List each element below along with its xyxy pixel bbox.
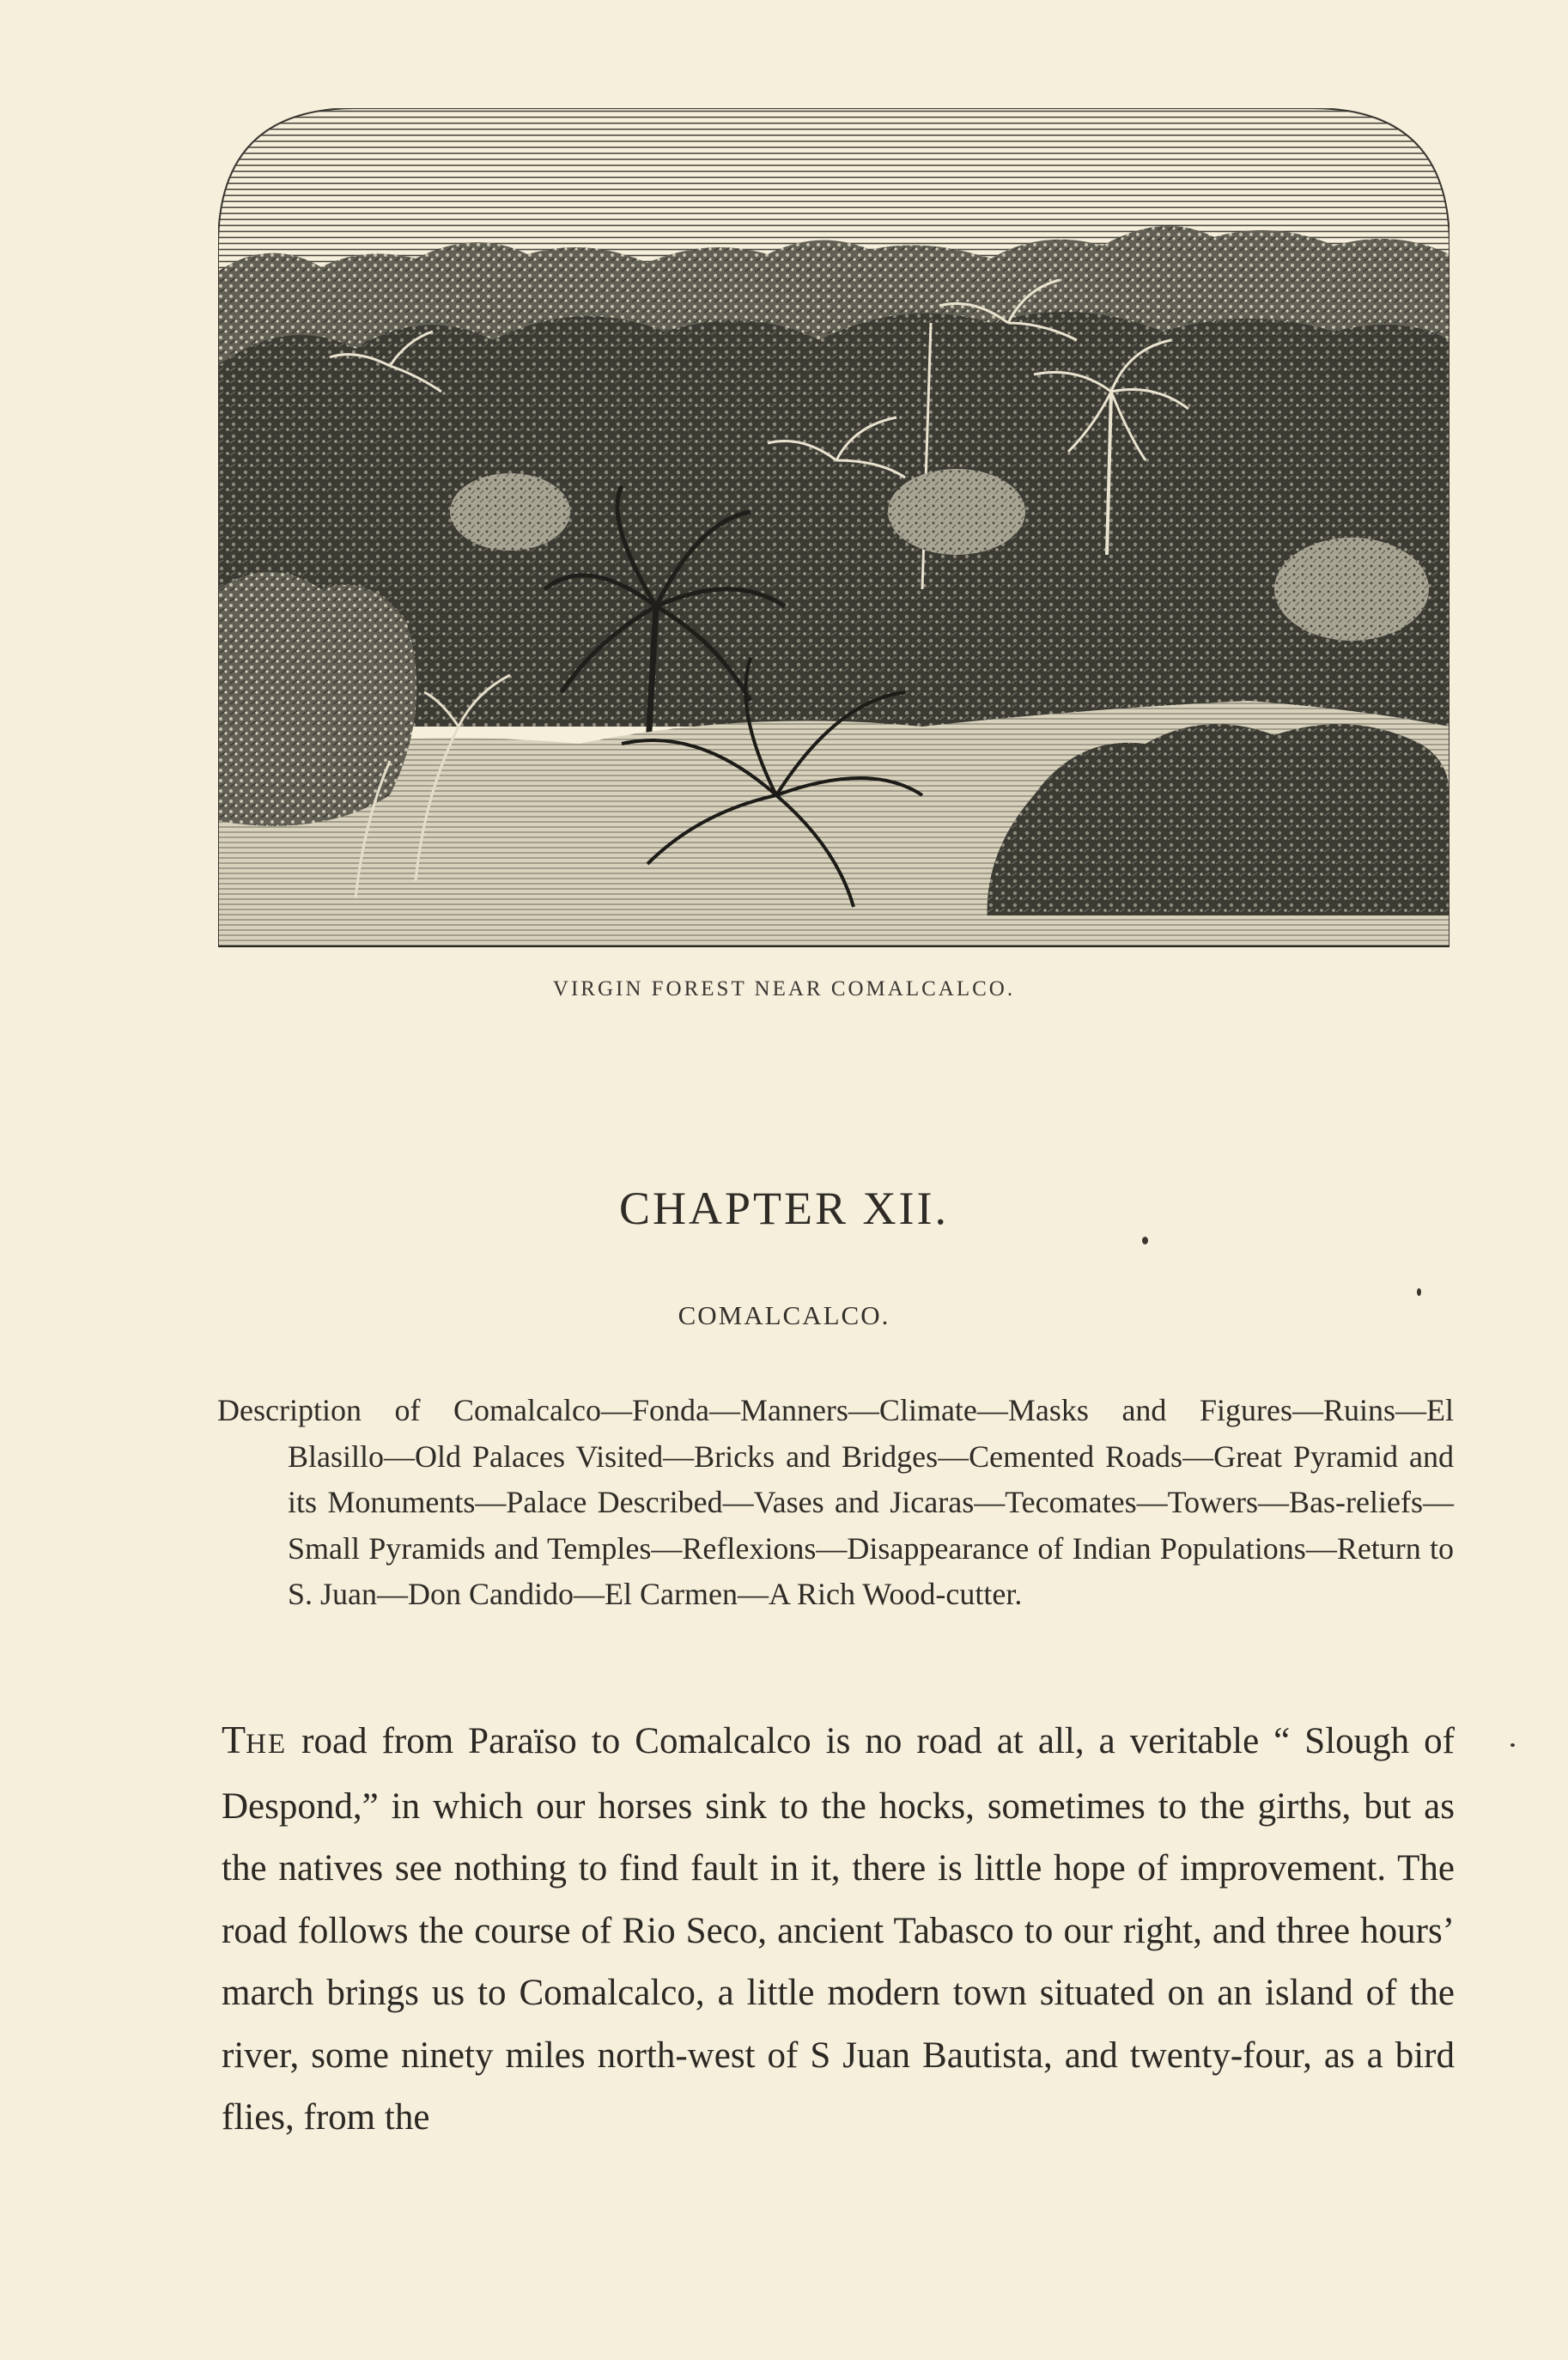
ink-speck	[1417, 1288, 1421, 1296]
ink-speck	[1510, 1743, 1515, 1747]
small-caps-opening: HE	[246, 1729, 288, 1760]
drop-cap: T	[222, 1718, 246, 1761]
ink-speck	[1142, 1237, 1148, 1244]
body-paragraph	[222, 1709, 1455, 2150]
forest-engraving	[218, 108, 1449, 947]
chapter-subtitle: COMALCALCO.	[678, 1300, 890, 1330]
chapter-synopsis: Description of Comalcalco—Fonda—Manners—Climate—Masks and Figures—Ruins—El Blasillo—Old Palaces Visited—Bricks and Bridges—Cemented Roads—Great Pyramid and its Monuments—Palace Described—Vases and Jicaras—Tecomates—Towers—Bas-reliefs—Small Pyramids and Temples—Reflexions—Disappearance of Indian Populations—Return to S. Juan—Don Candido—El Carmen—A Rich Wood-cutter.	[217, 1393, 1454, 1611]
illustration-caption: VIRGIN FOREST NEAR COMALCALCO.	[552, 977, 1016, 1001]
paragraph-text: road from Paraïso to Comalcalco is no road at all, a veritable “ Slough of Despond,” in which our horses sink to the hocks, sometimes to the girths, but as the natives see nothing to find fault in it, there is little hope of improvement. The road follows the course of Rio Seco, ancient Tabasco to our right, and three hours’ march brings us to Comalcalco, a little modern town situated on an island of the river, some ninety miles north-west of S Juan Bautista, and twenty-four, as a bird flies, from the	[222, 1721, 1455, 2138]
chapter-title: CHAPTER XII.	[619, 1183, 949, 1234]
